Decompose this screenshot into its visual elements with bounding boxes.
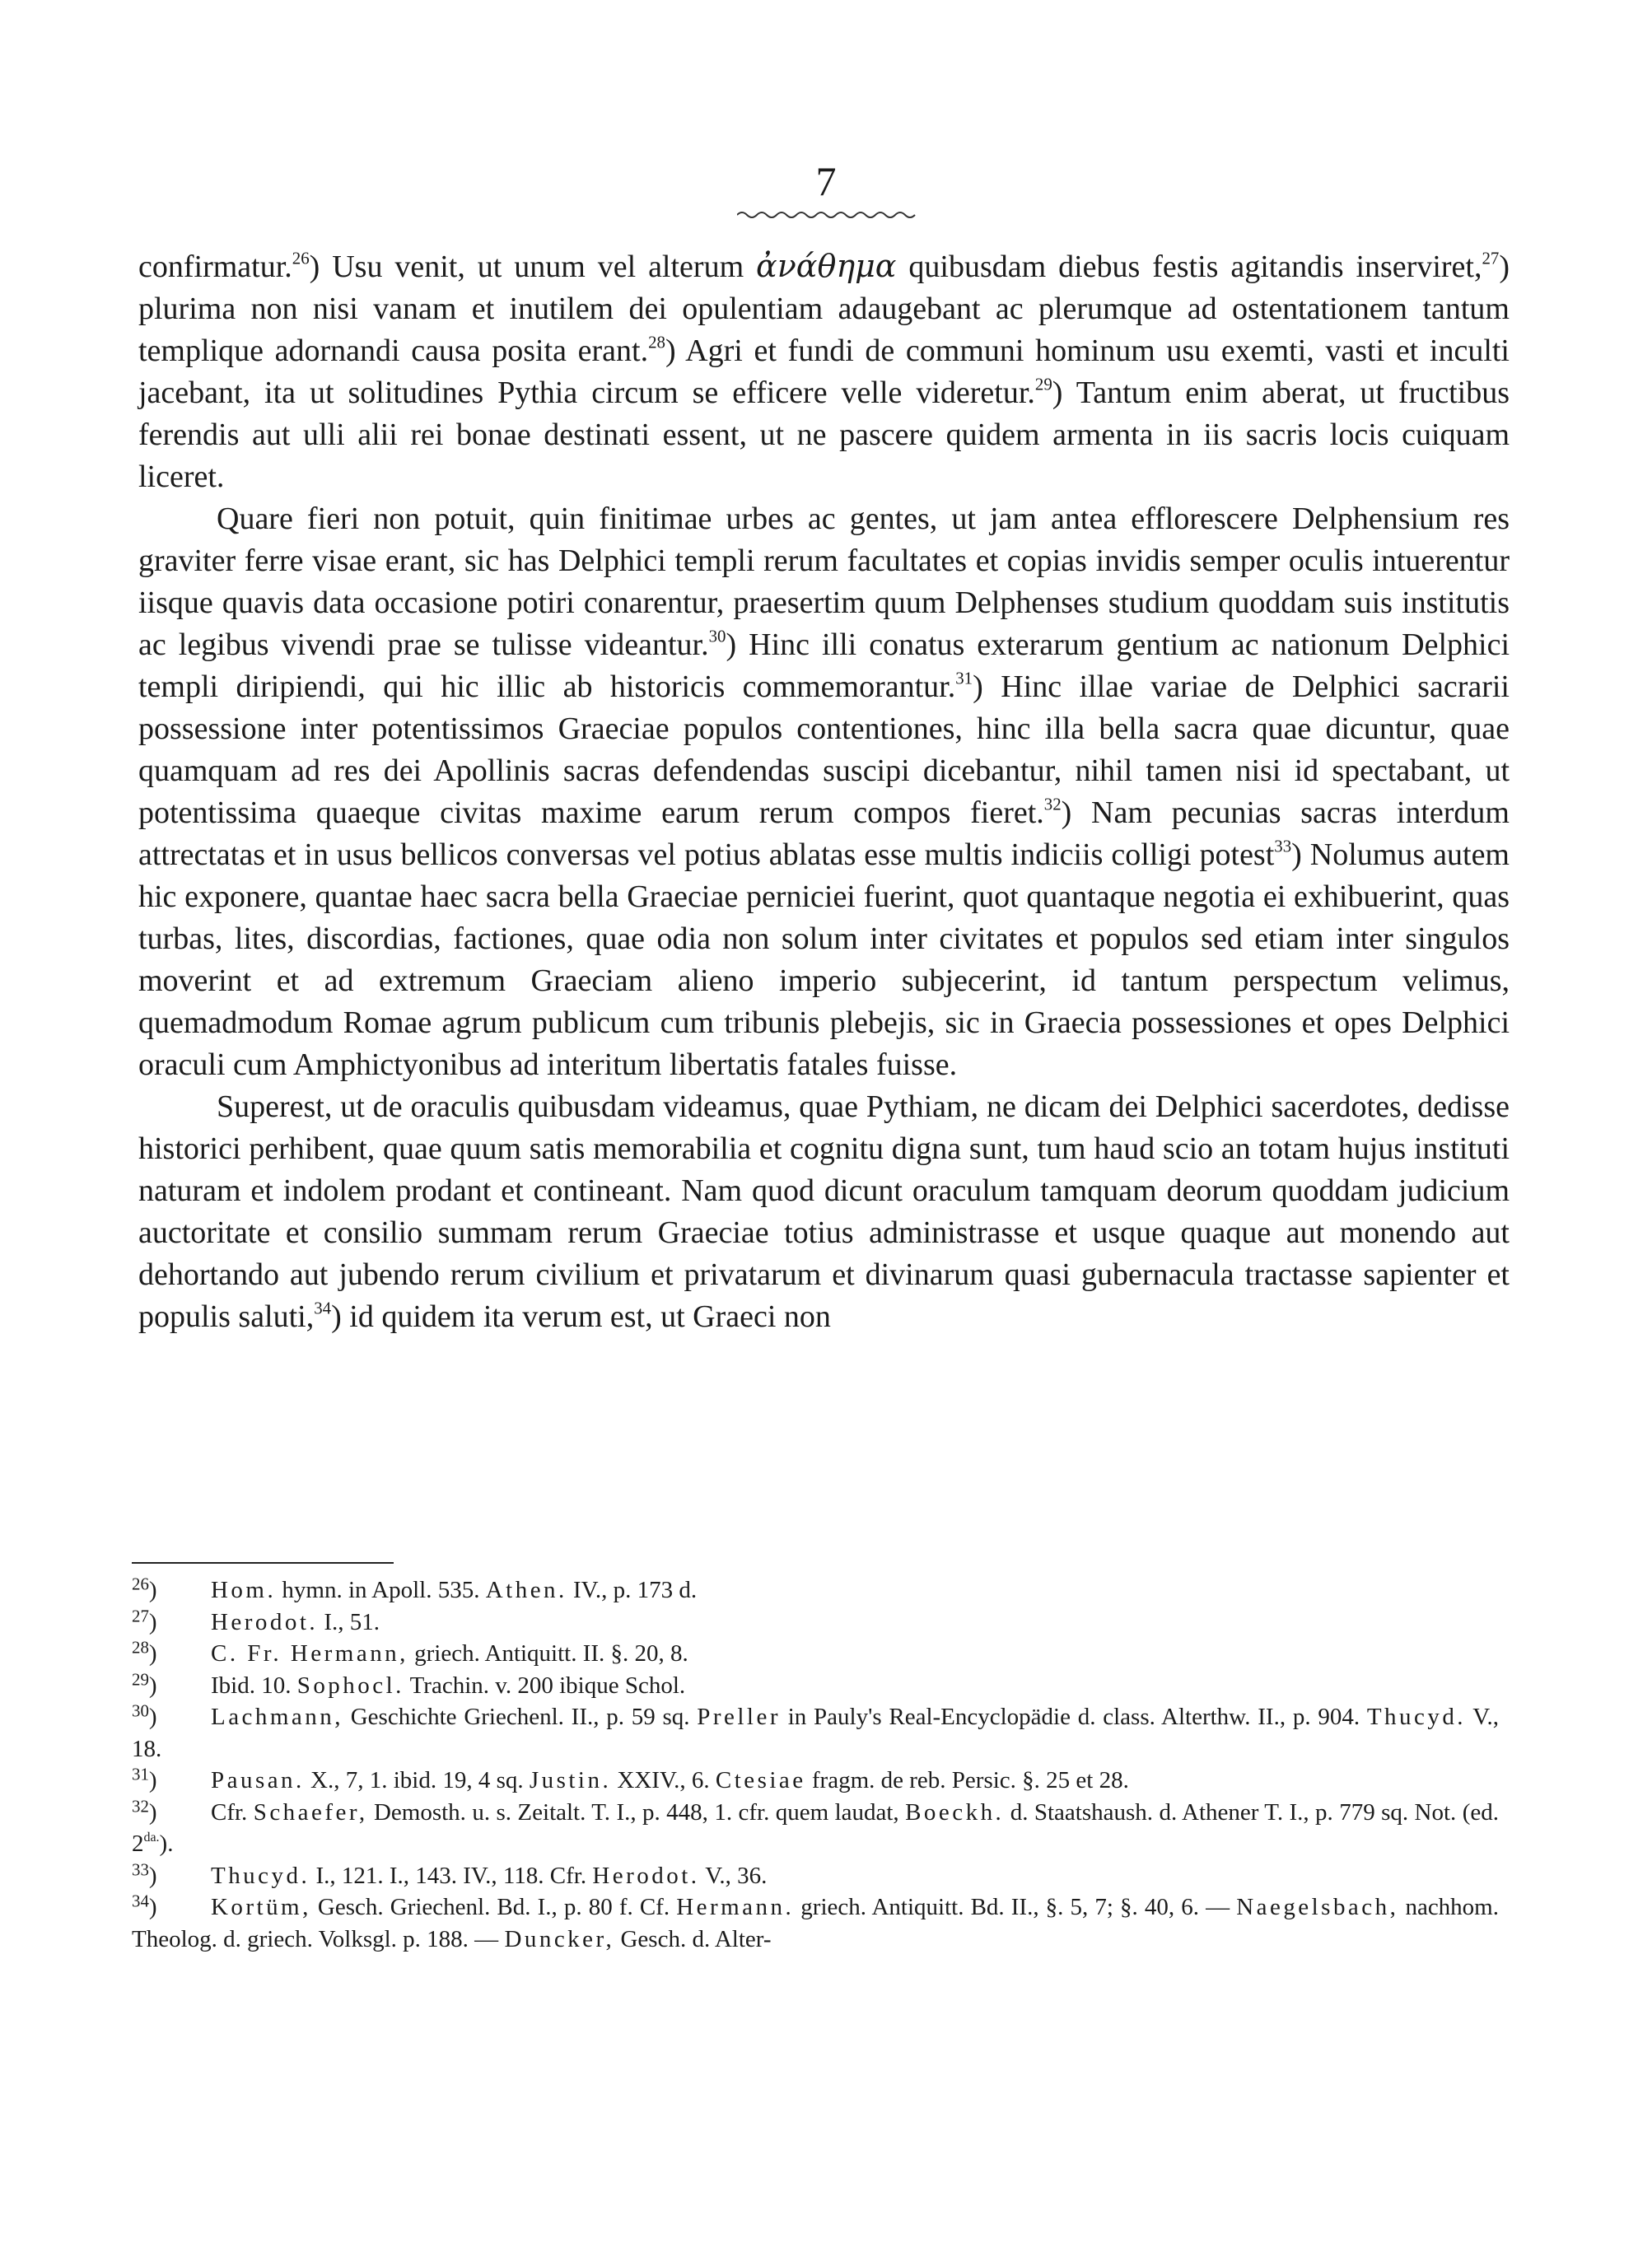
- paragraph-2: [138, 498, 1510, 1086]
- text-run: confirmatur.: [138, 250, 292, 284]
- footnote-27: [132, 1607, 1499, 1639]
- citation-text: Demosth. u. s. Zeitalt. T. I., p. 448, 1. cfr. quem laudat,: [367, 1798, 906, 1826]
- citation-text: ).: [159, 1831, 174, 1857]
- text-run: ) Hinc illae variae de Delphici sacrarii possessione inter potentissimos Graeciae populos contentiones, hinc illa bella sacra quae dicuntur, quae quamquam ad res dei Apollinis sacras defendendas suscipi dicebantur, nihil tamen nisi id spectabant, ut potentissima quaeque civitas maxime earum rerum compos fieret.: [138, 669, 1510, 830]
- author-name: Hom.: [211, 1577, 277, 1603]
- citation-text: I., 51.: [318, 1608, 380, 1635]
- footnotes: [132, 1574, 1499, 1955]
- footnote-number-text: 27: [132, 1606, 149, 1626]
- footnote-number-text: 29: [132, 1669, 149, 1690]
- author-name: Herodot.: [592, 1862, 700, 1889]
- text-run: ) Agri et fundi de communi hominum usu exemti, vasti et inculti jacebant, ita ut solitudines Pythia circum se efficere velle videretur.: [138, 333, 1510, 410]
- footnote-31: [132, 1765, 1499, 1797]
- footnote-number: $^{27}$): [132, 1606, 157, 1635]
- citation-text: Trachin. v. 200 ibique Schol.: [404, 1672, 686, 1699]
- paragraph-3: [138, 1086, 1510, 1338]
- citation-text: IV., p. 173 d.: [567, 1577, 698, 1603]
- author-name: Thucyd.: [211, 1862, 310, 1889]
- text-run: ) Nolumus autem hic exponere, quantae haec sacra bella Graeciae perniciei fuerint, quot quantaque negotia ei exhibuerint, quas turbas, lites, discordias, factiones, quae odia non solum inter civitates et populos sed etiam inter singulos moverint et ad extremum Graeciam alieno imperio subjecerint, id tantum perspectum velimus, quemadmodum Romae agrum publicum cum tribunis plebejis, sic in Graecia possessiones et opes Delphici oraculi cum Amphictyonibus ad interitum libertatis fatales fuisse.: [138, 837, 1510, 1082]
- author-name: Lachmann,: [211, 1704, 343, 1730]
- text-run: ) plurima non nisi vanam et inutilem dei opulentiam adaugebant ac plerumque ad ostentationem tantum templique adornandi causa posita erant.: [138, 250, 1510, 368]
- citation-text: griech. Antiquitt. II. §. 20, 8.: [408, 1640, 688, 1667]
- footnote-number: $^{33}$): [132, 1859, 157, 1889]
- footnote-28: [132, 1638, 1499, 1670]
- footnote-ref-34: 34: [314, 1298, 332, 1318]
- author-name: Sophocl.: [296, 1672, 404, 1699]
- footnote-number: $^{34}$): [132, 1891, 157, 1920]
- citation-text: da.: [143, 1831, 160, 1845]
- footnote-ref-30: 30: [708, 626, 726, 646]
- citation-text: Geschichte Griechenl. II., p. 59 sq.: [343, 1704, 698, 1730]
- text-run: ) Usu venit, ut unum vel alterum: [309, 250, 757, 284]
- author-name: Schaefer,: [253, 1798, 368, 1826]
- footnote-ref-32: 32: [1043, 794, 1062, 814]
- footnote-number: $^{26}$): [132, 1574, 157, 1603]
- citation-text: in Pauly's Real-Encyclopädie d. class. Alterthw. II., p. 904.: [780, 1704, 1367, 1730]
- greek-word: ἀνάθημα: [756, 248, 897, 284]
- citation-text: I., 121. I., 143. IV., 118. Cfr.: [310, 1862, 593, 1889]
- text-run: ) Hinc illi conatus exterarum gentium ac nationum Delphici templi diripiendi, qui hic illic ab historicis commemorantur.: [138, 627, 1510, 704]
- footnote-26: [132, 1574, 1499, 1607]
- footnote-number: $^{30}$): [132, 1700, 157, 1730]
- footnote-34: [132, 1891, 1499, 1955]
- body-text: [138, 245, 1510, 1338]
- text-run: ) Tantum enim aberat, ut fructibus ferendis aut ulli alii rei bonae destinati essent, ut ne pascere quidem armenta in iis sacris locis cuiquam liceret.: [138, 375, 1510, 494]
- text-run: ) id quidem ita verum est, ut Graeci non: [331, 1299, 831, 1334]
- footnote-33: [132, 1860, 1499, 1892]
- text-run: Quare fieri non potuit, quin finitimae urbes ac gentes, ut jam antea efflorescere Delphensium res graviter ferre visae erant, sic has Delphici templi rerum facultates et copias invidis semper oculis intuerentur iisque quavis data occasione potiri conarentur, praesertim quum Delphenses studium quoddam suis institutis ac legibus vivendi prae se tulisse videantur.: [138, 501, 1510, 662]
- footnote-separator: [132, 1562, 394, 1564]
- citation-text: hymn. in Apoll. 535.: [276, 1577, 486, 1603]
- footnote-number-text: 34: [132, 1891, 149, 1911]
- author-name: C. Fr. Hermann,: [211, 1640, 408, 1667]
- footnote-ref-29: 29: [1034, 374, 1052, 394]
- footnote-number-text: 28: [132, 1637, 149, 1658]
- footnote-number-text: 31: [132, 1764, 149, 1784]
- author-name: Thucyd.: [1366, 1704, 1467, 1730]
- citation-text: V., 18.: [132, 1704, 1499, 1762]
- citation-text: X., 7, 1. ibid. 19, 4 sq.: [304, 1767, 530, 1793]
- citation-text: Gesch. d. Alter-: [614, 1925, 772, 1952]
- citation-text: XXIV., 6.: [611, 1767, 716, 1793]
- footnote-29: [132, 1670, 1499, 1702]
- footnote-number: $^{29}$): [132, 1669, 157, 1699]
- text-run: Superest, ut de oraculis quibusdam videamus, quae Pythiam, ne dicam dei Delphici sacerdotes, dedisse historici perhibent, quae quum satis memorabilia et cognitu digna sunt, tum haud scio an totam hujus instituti naturam et indolem prodant et contineant. Nam quod dicunt oraculum tamquam deorum quoddam judicium auctoritate et consilio summam rerum Graeciae totius administrasse et usque quaque aut monendo aut dehortando aut jubendo rerum civilium et privatarum et divinarum quasi gubernacula tractasse sapienter et populis saluti,: [138, 1089, 1510, 1334]
- citation-text: griech. Antiquitt. Bd. II., §. 5, 7; §. 40, 6. —: [794, 1894, 1237, 1920]
- author-name: Justin.: [529, 1767, 612, 1793]
- author-name: Athen.: [485, 1577, 567, 1603]
- citation-text: V., 36.: [699, 1862, 768, 1889]
- text-run: ) Nam pecunias sacras interdum attrectatas et in usus bellicos conversas vel potius ablatas esse multis indiciis colligi potest: [138, 795, 1510, 872]
- footnote-30: [132, 1701, 1499, 1765]
- citation-text: Cfr.: [211, 1798, 254, 1826]
- author-name: Hermann.: [676, 1894, 795, 1920]
- footnote-number: $^{31}$): [132, 1764, 157, 1793]
- footnote-number: $^{28}$): [132, 1637, 157, 1667]
- paragraph-1: [138, 245, 1510, 498]
- author-name: Ctesiae: [715, 1767, 806, 1793]
- page-number-ornament: [737, 209, 917, 221]
- citation-text: Gesch. Griechenl. Bd. I., p. 80 f. Cf.: [310, 1894, 677, 1920]
- author-name: Kortüm,: [211, 1894, 311, 1920]
- footnote-number: $^{32}$): [132, 1796, 157, 1826]
- author-name: Herodot.: [211, 1608, 319, 1635]
- footnote-ref-33: 33: [1274, 836, 1292, 856]
- footnote-32: [132, 1797, 1499, 1860]
- author-name: Boeckh.: [905, 1798, 1005, 1826]
- citation-text: nachhom. Theolog. d. griech. Volksgl. p. 188. —: [132, 1894, 1499, 1952]
- footnote-ref-31: 31: [955, 668, 973, 688]
- page-number: 7: [815, 158, 837, 204]
- author-name: Naegelsbach,: [1236, 1894, 1399, 1920]
- citation-text: d. Staatshaush. d. Athener T. I., p. 779 sq. Not. (ed. 2: [132, 1798, 1499, 1857]
- footnote-ref-26: 26: [292, 248, 310, 268]
- citation-text: Ibid. 10.: [211, 1672, 297, 1699]
- author-name: Duncker,: [504, 1925, 615, 1952]
- citation-text: fragm. de reb. Persic. §. 25 et 28.: [805, 1767, 1129, 1793]
- author-name: Preller: [697, 1704, 781, 1730]
- footnote-number-text: 26: [132, 1574, 149, 1594]
- footnote-ref-28: 28: [648, 332, 665, 352]
- footnote-number-text: 33: [132, 1859, 149, 1880]
- footnote-ref-27: 27: [1482, 248, 1500, 268]
- author-name: Pausan.: [211, 1767, 305, 1793]
- text-run: quibusdam diebus festis agitandis inserviret,: [896, 250, 1482, 284]
- footnote-number-text: 32: [132, 1796, 149, 1817]
- footnote-number-text: 30: [132, 1700, 149, 1721]
